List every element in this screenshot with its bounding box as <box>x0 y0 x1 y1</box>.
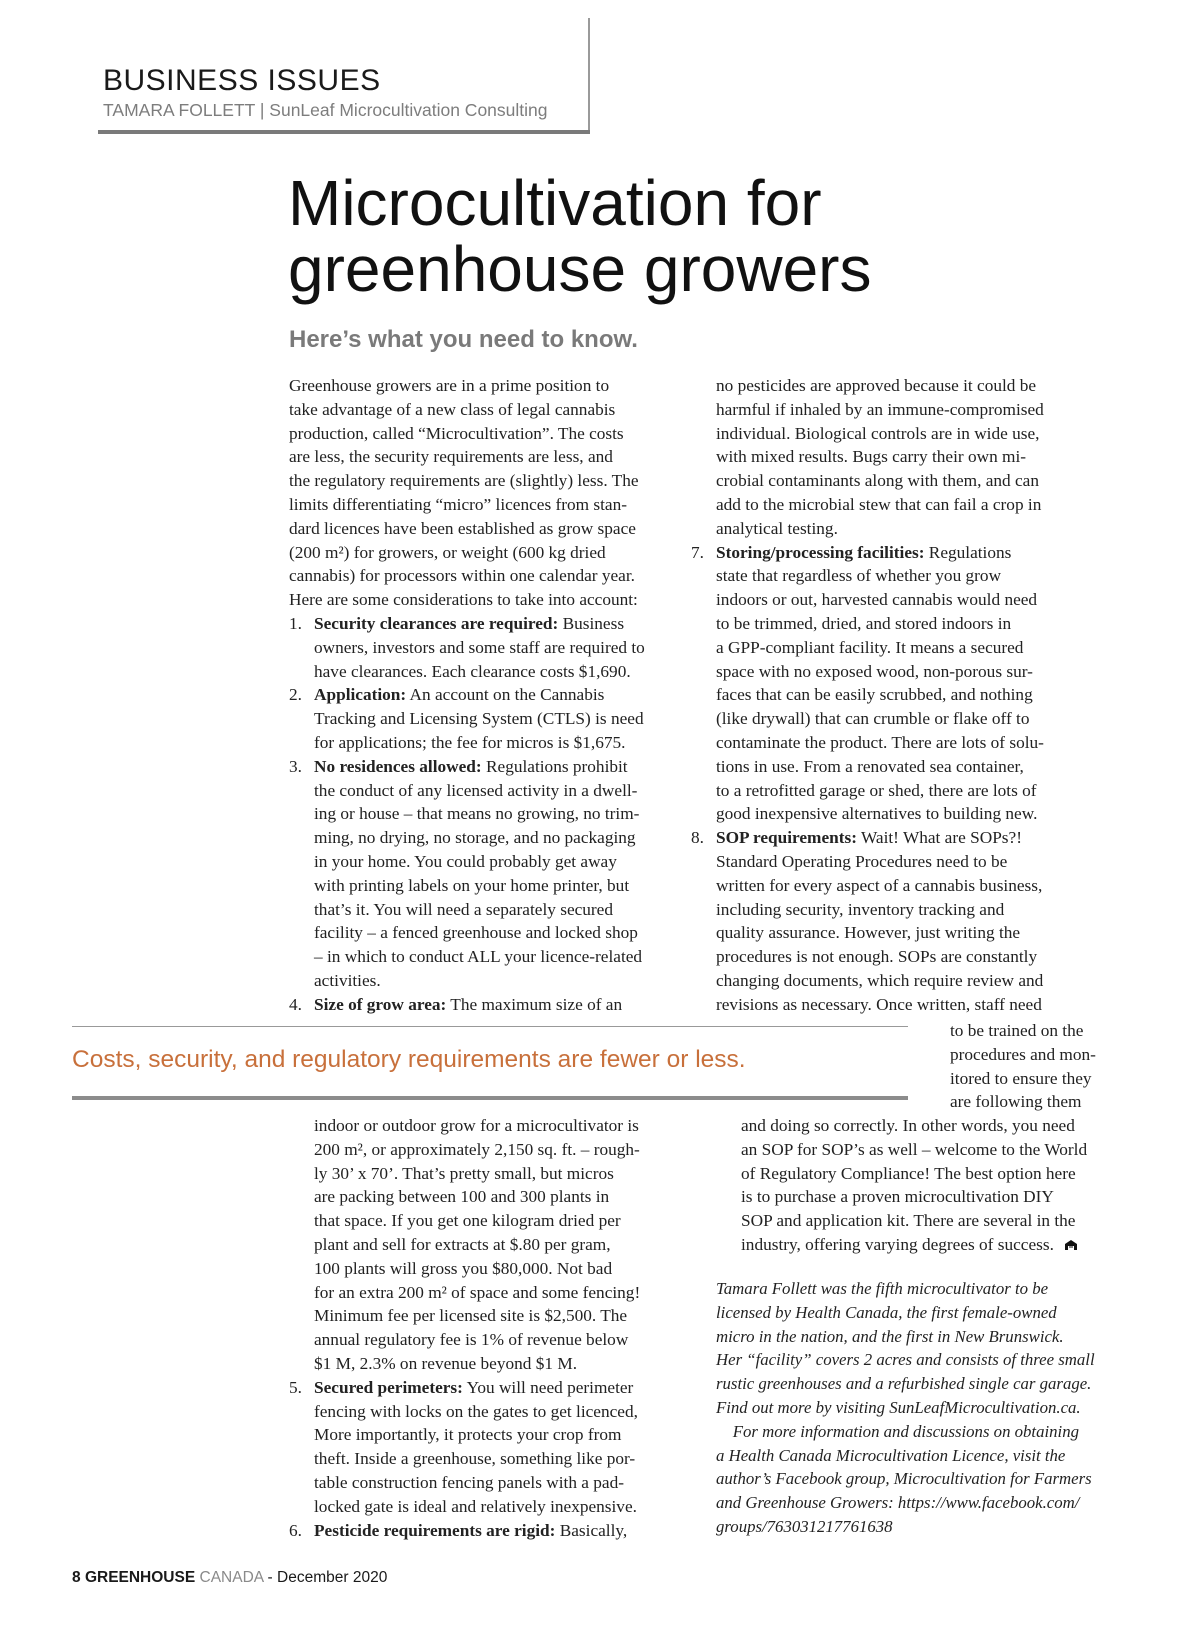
column-right-bottom <box>741 1114 1161 1257</box>
list-item-line: indoors or out, harvested cannabis would need <box>716 590 1038 610</box>
intro-line: (200 m²) for growers, or weight (600 kg dried <box>289 542 606 562</box>
list-number: 4. <box>289 994 302 1014</box>
list-item-title: SOP requirements: <box>716 828 857 848</box>
publication-country: CANADA <box>199 1569 264 1586</box>
list-item <box>289 993 689 1017</box>
intro-line: Greenhouse growers are in a prime position to <box>289 376 610 395</box>
list-item-line: Standard Operating Procedures need to be <box>716 851 1008 871</box>
list-item-lead: An account on the Cannabis <box>406 685 605 705</box>
bio-line: micro in the nation, and the first in New Brunswick. <box>716 1326 1064 1346</box>
list-item-line: fencing with locks on the gates to get licenced, <box>314 1401 638 1421</box>
list-item-line: and doing so correctly. In other words, you need <box>741 1116 1075 1135</box>
bio-line: Her “facility” covers 2 acres and consists of three small <box>716 1350 1095 1370</box>
list-item-line: industry, offering varying degrees of success. <box>741 1233 1161 1257</box>
list-item-line: owners, investors and some staff are required to <box>314 637 645 657</box>
list-item <box>289 1376 689 1519</box>
list-item-line: for applications; the fee for micros is $1,675. <box>314 732 626 752</box>
list-item-line: individual. Biological controls are in wide use, <box>716 423 1040 443</box>
bio-line: groups/763031217761638 <box>716 1516 893 1536</box>
bio-line: a Health Canada Microcultivation Licence, visit the <box>716 1445 1066 1465</box>
intro-line: take advantage of a new class of legal cannabis <box>289 399 616 419</box>
list-item-first-line <box>716 541 1146 565</box>
list-item-line: state that regardless of whether you grow <box>716 566 1002 586</box>
list-item-line: SOP and application kit. There are several in the <box>741 1211 1076 1231</box>
list-item <box>691 541 1146 827</box>
list-item-line: tions in use. From a renovated sea container, <box>716 756 1024 776</box>
list-item-line: More importantly, it protects your crop from <box>314 1425 622 1445</box>
list-item <box>289 612 689 683</box>
list-item-line: with printing labels on your home printer, but <box>314 875 630 895</box>
list-item-lead: You will need perimeter <box>462 1377 634 1397</box>
list-item-line: ming, no drying, no storage, and no packaging <box>314 828 636 848</box>
list-item-title: Security clearances are required: <box>314 613 559 633</box>
list-item-line: revisions as necessary. Once written, staff need <box>716 994 1042 1014</box>
list-item-line: good inexpensive alternatives to building new. <box>716 804 1038 824</box>
list-item-line: (like drywall) that can crumble or flake off to <box>716 709 1030 729</box>
list-item-line: crobial contaminants along with them, and can <box>716 471 1039 491</box>
greenhouse-end-icon <box>1064 1239 1078 1251</box>
list-item-line: written for every aspect of a cannabis business, <box>716 875 1043 895</box>
list-item-line: for an extra 200 m² of space and some fencing! <box>314 1282 641 1302</box>
list-item-first-line <box>716 826 1146 850</box>
list-item-line: with mixed results. Bugs carry their own mi- <box>716 447 1027 467</box>
list-item-line: activities. <box>314 970 381 990</box>
list-item-title: Size of grow area: <box>314 994 447 1014</box>
list-item-line: Tracking and Licensing System (CTLS) is need <box>314 709 644 729</box>
intro-line: production, called “Microcultivation”. The costs <box>289 423 624 443</box>
list-item-line: ly 30’ x 70’. That’s pretty small, but micros <box>314 1163 614 1183</box>
list-item-line: annual regulatory fee is 1% of revenue below <box>314 1330 629 1350</box>
deck: Here’s what you need to know. <box>289 326 638 353</box>
byline: TAMARA FOLLETT | SunLeaf Microcultivation Consulting <box>103 100 548 120</box>
list-item-line: including security, inventory tracking and <box>716 899 1005 919</box>
list-item-lead: Regulations <box>924 542 1012 562</box>
list-item-first-line <box>314 755 689 779</box>
list-item-line: Minimum fee per licensed site is $2,500. The <box>314 1306 628 1326</box>
list-number: 5. <box>289 1377 302 1397</box>
list-item-title: Pesticide requirements are rigid: <box>314 1520 556 1540</box>
list-item-line: procedures is not enough. SOPs are constantly <box>716 947 1038 967</box>
headline-line: Microcultivation for <box>288 167 822 239</box>
list-item-lead: Regulations prohibit <box>481 756 628 776</box>
page-footer <box>72 1570 387 1586</box>
list-number: 8. <box>691 828 704 848</box>
issue-date: December 2020 <box>277 1569 388 1586</box>
list-item-title: Secured perimeters: <box>314 1377 463 1397</box>
list-item-line: of Regulatory Compliance! The best option here <box>741 1163 1076 1183</box>
list-item-line: that space. If you get one kilogram dried per <box>314 1211 621 1231</box>
list-item-line: plant and sell for extracts at $.80 per gram, <box>314 1234 611 1254</box>
list-item-line: to a retrofitted garage or shed, there are lots of <box>716 780 1037 800</box>
list-item-line: quality assurance. However, just writing the <box>716 923 1021 943</box>
intro-line: Here are some considerations to take into account: <box>289 590 638 610</box>
headline <box>288 167 1048 305</box>
list-item-line: harmful if inhaled by an immune-compromised <box>716 399 1044 419</box>
list-item-line: $1 M, 2.3% on revenue beyond $1 M. <box>314 1353 578 1373</box>
list-item-line: 100 plants will gross you $80,000. Not bad <box>314 1258 613 1278</box>
list-item-line: ing or house – that means no growing, no trim- <box>314 804 640 824</box>
list-item-line: table construction fencing panels with a pad- <box>314 1472 624 1492</box>
list-item-lead: The maximum size of an <box>446 994 623 1014</box>
list-item-line: in your home. You could probably get away <box>314 851 617 871</box>
bio-line: Tamara Follett was the fifth microcultivator to be <box>716 1279 1049 1298</box>
list-item <box>691 826 1146 1016</box>
intro-line: are less, the security requirements are less, and <box>289 447 613 467</box>
bio-line: author’s Facebook group, Microcultivation for Farmers <box>716 1469 1092 1489</box>
list-item-line: procedures and mon- <box>950 1044 1096 1064</box>
list-number: 3. <box>289 756 302 776</box>
list-number: 6. <box>289 1520 302 1540</box>
bio-line: and Greenhouse Growers: https://www.facebook.com/ <box>716 1493 1080 1513</box>
list-item-line: add to the microbial stew that can fail a crop in <box>716 494 1042 514</box>
list-item-first-line <box>314 1376 689 1400</box>
list-item-title: Storing/processing facilities: <box>716 542 925 562</box>
list-item-line: analytical testing. <box>716 518 838 538</box>
list-item <box>289 755 689 993</box>
list-item-line: that’s it. You will need a separately secured <box>314 899 613 919</box>
list-item-line: an SOP for SOP’s as well – welcome to the World <box>741 1139 1088 1159</box>
column-right-wrap <box>950 1019 1150 1114</box>
list-number: 2. <box>289 685 302 705</box>
list-item-line: 200 m², or approximately 2,150 sq. ft. – rough- <box>314 1139 640 1159</box>
list-item-line: faces that can be easily scrubbed, and nothing <box>716 685 1033 705</box>
list-item-line: locked gate is ideal and relatively inexpensive. <box>314 1496 637 1516</box>
column-left-top <box>289 374 689 1017</box>
list-item-line: facility – a fenced greenhouse and locked shop <box>314 923 638 943</box>
list-item <box>289 683 689 754</box>
intro-line: cannabis) for processors within one calendar year. <box>289 566 635 586</box>
footer-separator: - <box>263 1569 278 1586</box>
intro-line: dard licences have been established as grow space <box>289 518 636 538</box>
intro-line: limits differentiating “micro” licences from stan- <box>289 494 627 514</box>
list-item-line: is to purchase a proven microcultivation DIY <box>741 1187 1054 1207</box>
author-bio <box>716 1277 1136 1539</box>
list-item-line: the conduct of any licensed activity in a dwell- <box>314 780 638 800</box>
list-item-first-line <box>314 683 689 707</box>
list-item-line: a GPP-compliant facility. It means a secured <box>716 637 1024 657</box>
section-label: BUSINESS ISSUES <box>103 64 381 97</box>
list-number: 7. <box>691 542 704 562</box>
list-item-line: have clearances. Each clearance costs $1,690. <box>314 661 631 681</box>
bio-line: licensed by Health Canada, the first female-owned <box>716 1302 1057 1322</box>
list-item-lead: Business <box>558 613 625 633</box>
list-item-lead: Basically, <box>555 1520 628 1540</box>
list-item-line: – in which to conduct ALL your licence-related <box>314 947 643 967</box>
list-item-line: contaminate the product. There are lots of solu- <box>716 732 1044 752</box>
list-item-line: to be trimmed, dried, and stored indoors in <box>716 613 1012 633</box>
list-item-lead: Wait! What are SOPs?! <box>856 828 1022 848</box>
list-item-first-line <box>314 993 689 1017</box>
list-item-line: are packing between 100 and 300 plants in <box>314 1187 610 1207</box>
list-item-line: indoor or outdoor grow for a microcultivator is <box>314 1116 639 1135</box>
publication-name: GREENHOUSE <box>84 1569 196 1586</box>
section-divider-horizontal <box>98 130 590 134</box>
headline-line: greenhouse growers <box>288 233 872 305</box>
list-item-line: space with no exposed wood, non-porous sur- <box>716 661 1033 681</box>
column-right-top <box>691 374 1146 1017</box>
list-item-line: itored to ensure they <box>950 1068 1092 1088</box>
list-item-line: no pesticides are approved because it could be <box>716 376 1037 395</box>
pullquote: Costs, security, and regulatory requirements are fewer or less. <box>72 1046 746 1073</box>
bio-line: rustic greenhouses and a refurbished single car garage. <box>716 1374 1092 1394</box>
list-item-title: No residences allowed: <box>314 756 482 776</box>
intro-line: the regulatory requirements are (slightly) less. The <box>289 471 639 491</box>
list-item-line: are following them <box>950 1092 1082 1112</box>
pullquote-rule-bottom <box>72 1096 908 1100</box>
list-item-first-line <box>314 1519 689 1543</box>
page-number: 8 <box>72 1569 81 1586</box>
list-item-first-line <box>314 612 689 636</box>
bio-line: For more information and discussions on obtaining <box>716 1421 1079 1441</box>
list-item-line: changing documents, which require review and <box>716 970 1044 990</box>
list-item-line: theft. Inside a greenhouse, something like por- <box>314 1449 636 1469</box>
list-number: 1. <box>289 613 302 633</box>
bio-line: Find out more by visiting SunLeafMicrocultivation.ca. <box>716 1397 1081 1417</box>
list-item-line: to be trained on the <box>950 1021 1084 1040</box>
list-item-title: Application: <box>314 685 407 705</box>
column-left-bottom <box>289 1114 689 1542</box>
section-divider-vertical <box>588 18 590 134</box>
list-item <box>289 1519 689 1543</box>
pullquote-rule-top <box>72 1026 908 1027</box>
